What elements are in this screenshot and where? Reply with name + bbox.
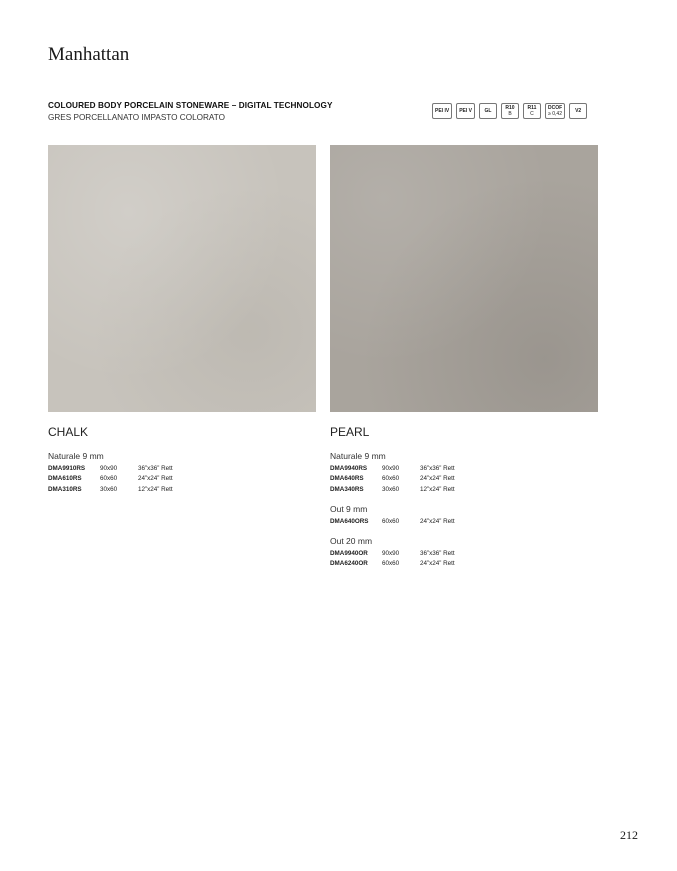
size-cm: 60x60 <box>382 475 400 483</box>
size-inch: 12”x24” Rett <box>420 485 455 493</box>
badge-r10 <box>501 103 519 119</box>
badge-v2 <box>569 103 587 119</box>
subtitle-english: COLOURED BODY PORCELAIN STONEWARE – DIGITAL TECHNOLOGY <box>48 101 333 110</box>
size-cm: 90x90 <box>382 465 400 472</box>
product-code: DMA640ORS <box>330 517 369 525</box>
pearl-product-column <box>330 425 600 579</box>
table-row <box>330 474 600 484</box>
table-row <box>330 517 600 527</box>
finish-title: Naturale 9 mm <box>330 451 386 461</box>
product-code: DMA340RS <box>330 485 364 493</box>
table-row <box>330 485 600 495</box>
chalk-tile-swatch <box>48 145 316 412</box>
badge-dcof <box>545 103 565 119</box>
page-number: 212 <box>620 828 638 842</box>
finish-group <box>330 536 600 570</box>
finish-group <box>330 451 600 495</box>
page-title: Manhattan <box>48 44 130 65</box>
size-inch: 36”x36” Rett <box>420 465 455 472</box>
size-cm: 30x60 <box>100 485 118 493</box>
product-name: CHALK <box>48 425 89 439</box>
size-inch: 36”x36” Rett <box>138 465 173 472</box>
badge-pei-iv <box>432 103 452 119</box>
chalk-product-column <box>48 425 318 504</box>
table-row <box>330 464 600 474</box>
product-code: DMA310RS <box>48 485 82 493</box>
size-inch: 36”x36” Rett <box>420 550 455 558</box>
size-inch: 24”x24” Rett <box>420 517 455 525</box>
size-inch: 24”x24” Rett <box>420 560 455 568</box>
table-row <box>330 549 600 559</box>
size-cm: 90x90 <box>100 465 118 472</box>
badge-sublabel: B <box>508 111 512 117</box>
badge-label: GL <box>484 108 492 114</box>
badge-pei-v <box>456 103 475 119</box>
product-code: DMA9940RS <box>330 465 368 472</box>
finish-title: Naturale 9 mm <box>48 451 104 461</box>
table-row <box>330 559 600 569</box>
badge-sublabel: C <box>530 111 534 117</box>
size-inch: 24”x24” Rett <box>138 475 173 483</box>
product-code: DMA9910RS <box>48 465 86 472</box>
table-row <box>48 464 318 474</box>
finish-title: Out 9 mm <box>330 503 368 514</box>
table-row <box>48 485 318 495</box>
product-name: PEARL <box>330 425 370 439</box>
product-code: DMA6240OR <box>330 560 368 568</box>
badge-sublabel: ≥ 0,42 <box>548 111 562 117</box>
spec-badges <box>432 103 587 119</box>
badge-label: DCOF <box>547 105 563 111</box>
size-cm: 60x60 <box>382 517 400 525</box>
size-cm: 60x60 <box>100 475 118 483</box>
finish-group <box>48 451 318 495</box>
size-cm: 60x60 <box>382 560 400 568</box>
size-cm: 30x60 <box>382 485 400 493</box>
badge-label: PEI IV <box>435 108 450 114</box>
product-code: DMA640RS <box>330 475 364 483</box>
badge-label: R11 <box>527 105 537 111</box>
badge-gl <box>479 103 497 119</box>
finish-group <box>330 504 600 527</box>
badge-label: R10 <box>505 105 515 111</box>
badge-r11 <box>523 103 541 119</box>
pearl-tile-swatch <box>330 145 598 412</box>
finish-title: Out 20 mm <box>330 536 373 547</box>
badge-label: V2 <box>575 108 582 114</box>
product-code: DMA610RS <box>48 475 82 483</box>
size-inch: 12”x24” Rett <box>138 485 173 493</box>
size-cm: 90x90 <box>382 550 400 558</box>
product-code: DMA9940OR <box>330 550 368 558</box>
size-inch: 24”x24” Rett <box>420 475 455 483</box>
subtitle-italian: GRES PORCELLANATO IMPASTO COLORATO <box>48 113 225 122</box>
table-row <box>48 474 318 484</box>
badge-label: PEI V <box>459 108 472 114</box>
